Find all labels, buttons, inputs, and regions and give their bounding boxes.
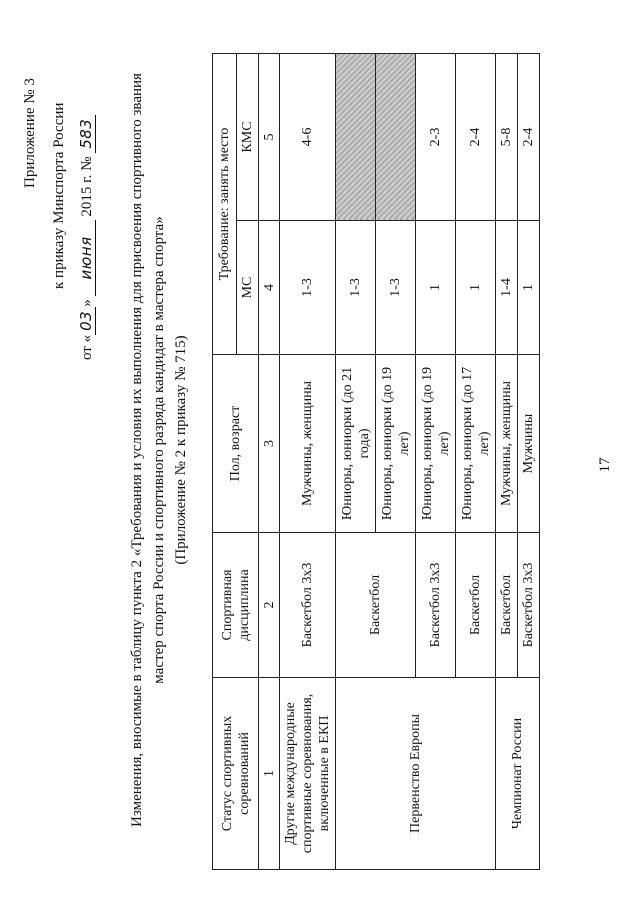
header-discipline: Спортивная дисциплина xyxy=(213,533,259,678)
cell-kms-shaded xyxy=(336,54,376,221)
cell-ms: 1 xyxy=(518,221,540,355)
cell-discipline: Баскетбол xyxy=(496,533,518,678)
cell-gender: Юниоры, юниорки (до 17 лет) xyxy=(456,355,496,533)
cell-discipline: Баскетбол 3х3 xyxy=(416,533,456,678)
column-number: 2 xyxy=(259,533,280,678)
cell-discipline-basketball: Баскетбол xyxy=(336,533,416,678)
header-requirement: Требование: занять место xyxy=(213,54,237,355)
table-row xyxy=(280,54,336,870)
header-status: Статус спортивных соревнований xyxy=(213,678,259,870)
cell-status-europe: Первенство Европы xyxy=(336,678,496,870)
column-number-row xyxy=(259,54,280,870)
cell-gender: Юниоры, юниорки (до 19 лет) xyxy=(376,355,416,533)
cell-kms: 4-6 xyxy=(280,54,336,221)
column-number: 3 xyxy=(259,355,280,533)
cell-kms: 5-8 xyxy=(496,54,518,221)
table-row xyxy=(496,54,518,870)
header-ms: МС xyxy=(237,221,259,355)
cell-discipline: Баскетбол 3х3 xyxy=(280,533,336,678)
cell-gender: Юниоры, юниорки (до 21 года) xyxy=(336,355,376,533)
date-mid: » xyxy=(79,299,95,307)
handwritten-month: июня xyxy=(77,220,96,295)
document-caption xyxy=(126,20,192,880)
page-number: 17 xyxy=(597,457,613,473)
cell-gender: Юниоры, юниорки (до 19 лет) xyxy=(416,355,456,533)
table-row xyxy=(336,54,376,870)
caption-line-2: мастер спорта России и спортивного разряда кандидат в мастера спорта» xyxy=(151,216,167,684)
column-number: 4 xyxy=(259,221,280,355)
appendix-date-line xyxy=(77,115,96,360)
cell-kms-shaded xyxy=(376,54,416,221)
cell-discipline: Баскетбол xyxy=(456,533,496,678)
header-kms: КМС xyxy=(237,54,259,221)
requirements-table xyxy=(212,53,540,870)
caption-line-3: (Приложение № 2 к приказу № 715) xyxy=(173,335,189,565)
cell-kms: 2-4 xyxy=(456,54,496,221)
appendix-order-line: к приказу Минспорта России xyxy=(51,102,67,289)
cell-gender: Мужчины, женщины xyxy=(496,355,518,533)
cell-ms: 1 xyxy=(456,221,496,355)
cell-ms: 1-3 xyxy=(376,221,416,355)
rotated-page-content xyxy=(0,20,620,880)
column-number: 5 xyxy=(259,54,280,221)
date-prefix: от « xyxy=(79,334,95,360)
cell-status-russia: Чемпионат России xyxy=(496,678,540,870)
cell-ms: 1 xyxy=(416,221,456,355)
handwritten-number: 583 xyxy=(77,115,96,153)
cell-ms: 1-3 xyxy=(280,221,336,355)
cell-kms: 2-3 xyxy=(416,54,456,221)
caption-line-1: Изменения, вносимые в таблицу пункта 2 «Требования и условия их выполнения для присвоения спортивного звания xyxy=(129,73,145,827)
header-gender-age: Пол, возраст xyxy=(213,355,259,533)
cell-ms: 1-4 xyxy=(496,221,518,355)
date-year: 2015 г. № xyxy=(79,156,95,217)
cell-discipline: Баскетбол 3х3 xyxy=(518,533,540,678)
cell-kms: 2-4 xyxy=(518,54,540,221)
cell-gender: Мужчины xyxy=(518,355,540,533)
column-number: 1 xyxy=(259,678,280,870)
handwritten-day: 03 xyxy=(77,307,96,335)
cell-status: Другие международные спортивные соревнования, включенные в ЕКП xyxy=(280,678,336,870)
cell-gender: Мужчины, женщины xyxy=(280,355,336,533)
cell-ms: 1-3 xyxy=(336,221,376,355)
appendix-title: Приложение № 3 xyxy=(22,78,38,188)
